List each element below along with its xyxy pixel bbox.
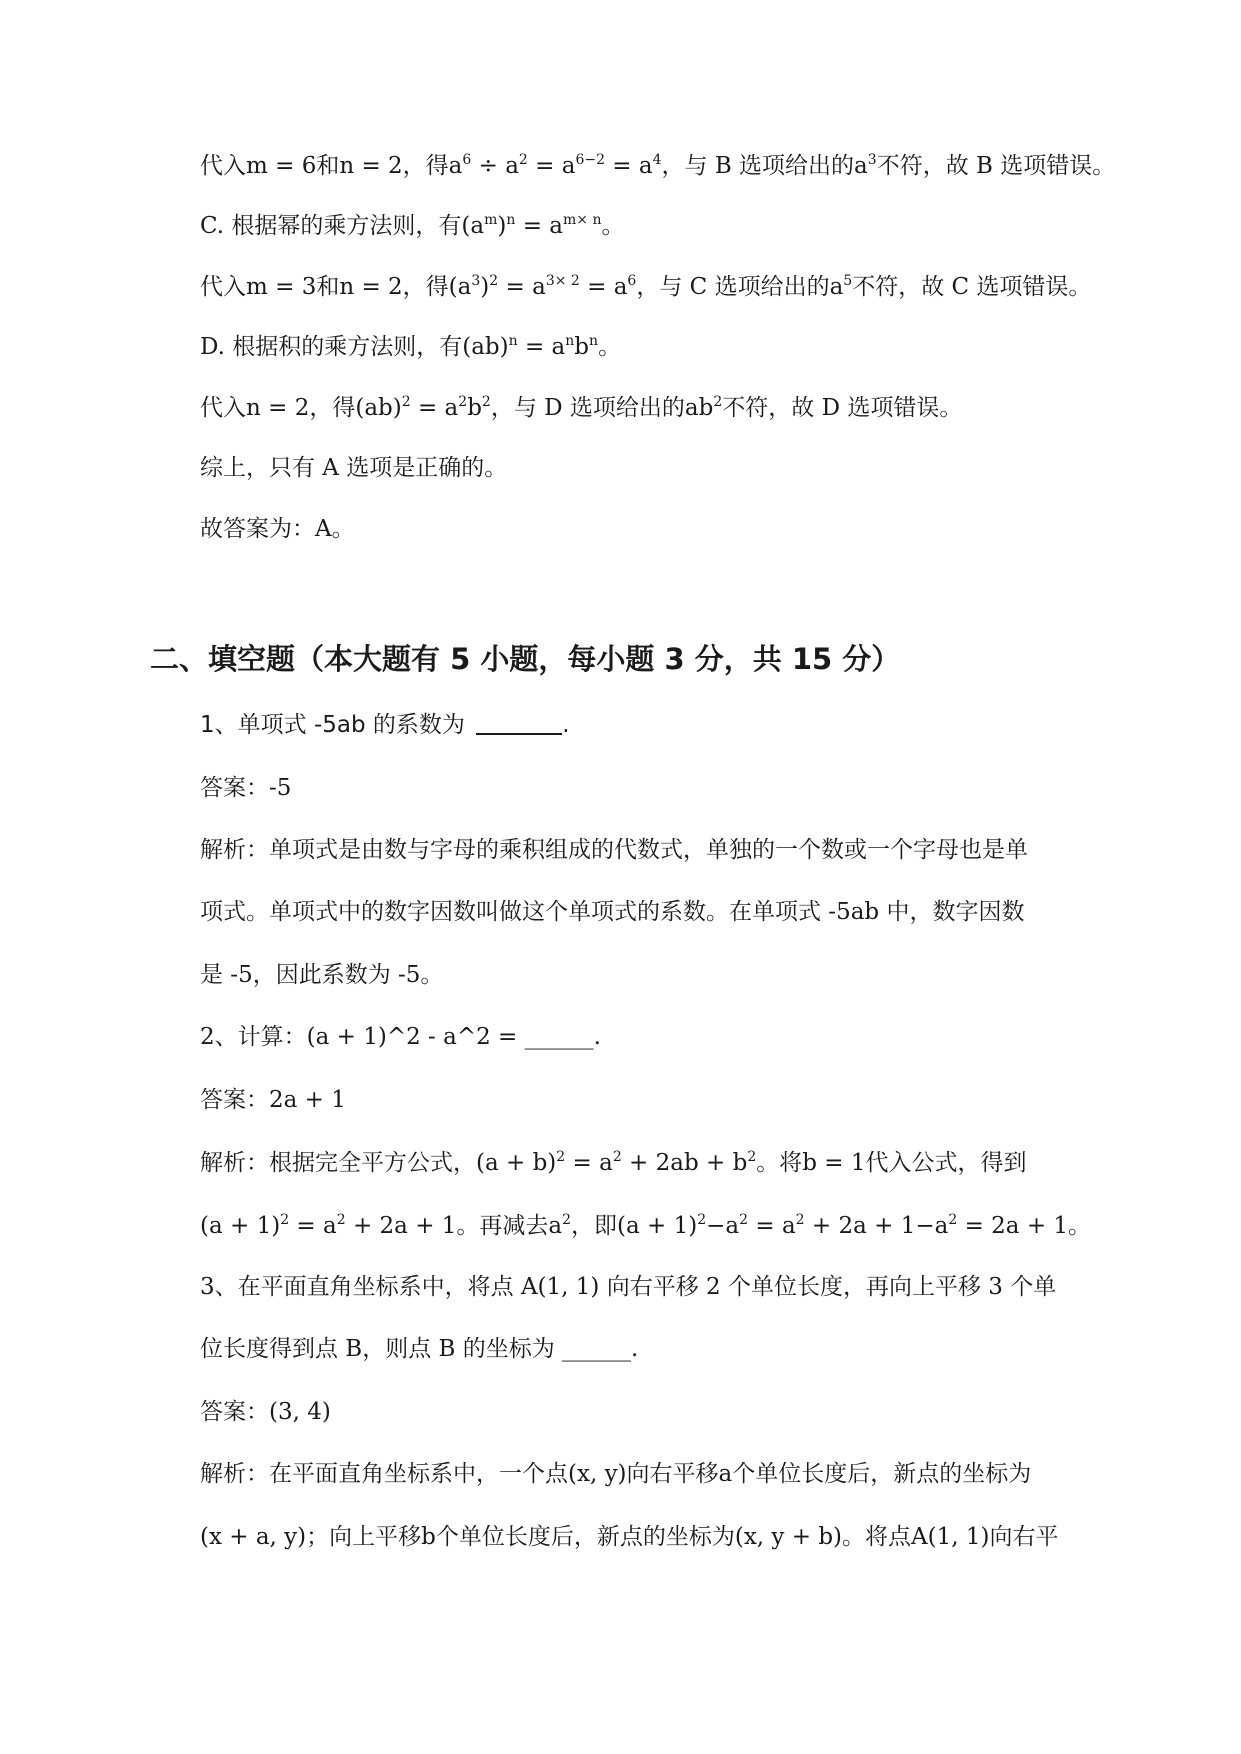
question-1-analysis-line: 项式。单项式中的数字因数叫做这个单项式的系数。在单项式 -5ab 中，数字因数	[200, 899, 1025, 925]
question-3-analysis-line: (x + a, y)；向上平移b个单位长度后，新点的坐标为(x, y + b)。将点A(1, 1)向右平	[200, 1524, 1059, 1550]
question-2: 2、计算：(a + 1)^2 - a^2 = ______.	[200, 1024, 601, 1050]
superscript: 2	[747, 1149, 757, 1165]
question-1-text: 1、单项式 -5ab 的系数为	[200, 712, 465, 738]
solution-line-c: 代入m = 3和n = 2，得$(a^3)^2 = a^{3\times 2} = a^6$，与 C 选项给出的$a^5$不符，故 C 选项错误。	[200, 273, 1092, 300]
question-3-answer: 答案：(3, 4)	[200, 1399, 331, 1425]
solution-line-b: 代入m = 6和n = 2，得$a^6 \div a^2 = a^{6-2} = a^4$，与 B 选项给出的$a^3$不符，故 B 选项错误。	[200, 152, 1116, 179]
superscript: 2	[458, 394, 468, 410]
superscript: 2	[556, 1149, 566, 1165]
solution-summary: 综上，只有 A 选项是正确的。	[200, 455, 508, 481]
answer-blank	[476, 711, 562, 735]
question-3-analysis-line: 解析：在平面直角坐标系中，一个点(x, y)向右平移a个单位长度后，新点的坐标为	[200, 1461, 1032, 1487]
superscript: 2	[713, 394, 723, 410]
question-2-analysis-line: $(a + 1)^2 = a^2 + 2a + 1$。再减去$a^2$，即$(a + 1)^2-a^2 = a^2 + 2a + 1-a^2 = 2a + 1$。	[200, 1212, 1092, 1239]
question-3-line: 3、在平面直角坐标系中，将点 A(1, 1) 向右平移 2 个单位长度，再向上平移 3 个单	[200, 1274, 1057, 1300]
superscript: 2	[280, 1212, 290, 1228]
superscript: 2	[336, 1212, 346, 1228]
superscript: m	[484, 212, 498, 228]
solution-final-answer: 故答案为：A。	[200, 516, 355, 542]
superscript: 6	[627, 273, 637, 289]
question-1-analysis-line: 解析：单项式是由数与字母的乘积组成的代数式，单独的一个数或一个字母也是单	[200, 837, 1028, 863]
question-1	[200, 710, 570, 740]
question-3-line: 位长度得到点 B，则点 B 的坐标为 ______.	[200, 1336, 639, 1362]
question-1-answer: 答案：-5	[200, 775, 292, 801]
superscript: 2	[401, 394, 411, 410]
question-2-answer: 答案：2a + 1	[200, 1087, 346, 1113]
superscript: 2	[697, 1212, 707, 1228]
superscript: n	[589, 333, 599, 349]
question-1-end: .	[562, 712, 570, 738]
superscript: n	[508, 333, 518, 349]
question-1-analysis-line: 是 -5，因此系数为 -5。	[200, 962, 444, 988]
superscript: 2	[481, 394, 491, 410]
superscript: 4	[652, 152, 662, 168]
superscript: 2	[518, 152, 528, 168]
superscript: 2	[612, 1149, 622, 1165]
superscript: m× n	[563, 212, 602, 228]
question-2-analysis-line: 解析：根据完全平方公式，$(a + b)^2 = a^2 + 2ab + b^2$。将b = 1代入公式，得到	[200, 1149, 1027, 1176]
superscript: 2	[489, 273, 499, 289]
superscript: 2	[795, 1212, 805, 1228]
superscript: 3	[867, 152, 877, 168]
superscript: 2	[739, 1212, 749, 1228]
superscript: n	[506, 212, 516, 228]
solution-line-c-rule: C. 根据幂的乘方法则，有$(a^m)^n = a^{m\times n}$。	[200, 212, 625, 239]
superscript: 5	[843, 273, 853, 289]
superscript: 6−2	[575, 152, 605, 168]
superscript: 3	[471, 273, 481, 289]
solution-line-d-rule: D. 根据积的乘方法则，有$(ab)^n = a^nb^n$。	[200, 333, 622, 360]
solution-line-d: 代入n = 2，得$(ab)^2 = a^2b^2$，与 D 选项给出的$ab^2$不符，故 D 选项错误。	[200, 394, 963, 421]
section-heading: 二、填空题（本大题有 5 小题，每小题 3 分，共 15 分）	[150, 642, 901, 676]
superscript: 3× 2	[545, 273, 580, 289]
superscript: 2	[562, 1212, 572, 1228]
superscript: n	[565, 333, 575, 349]
superscript: 2	[948, 1212, 958, 1228]
superscript: 6	[462, 152, 472, 168]
